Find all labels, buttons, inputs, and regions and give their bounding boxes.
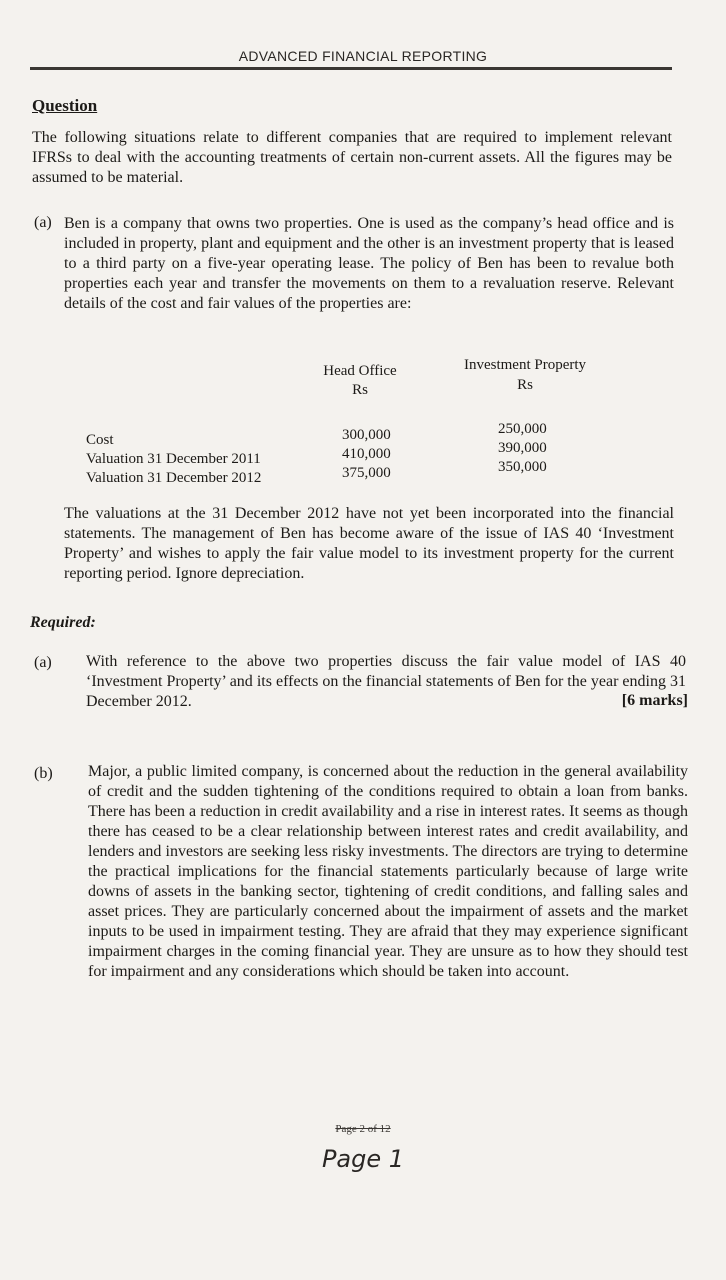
col-investment-unit: Rs [517, 377, 533, 393]
intro-paragraph: The following situations relate to different companies that are required to implement relevant IFRSs to deal with the accounting treatments of certain non-current assets. All the figures may be assumed to be material. [32, 129, 672, 186]
col-investment-header: Investment Property [463, 357, 587, 373]
row-label: Valuation 31 December 2012 [86, 470, 262, 486]
row-label: Valuation 31 December 2011 [86, 451, 261, 467]
req-b-label: (b) [34, 765, 53, 782]
header-rule [30, 67, 672, 70]
printed-page-number: Page 2 of 12 [335, 1123, 391, 1135]
req-a-label: (a) [34, 654, 52, 671]
part-a-text: Ben is a company that owns two properties. One is used as the company’s head office and is included in property, plant and equipment and the other is an investment property that is leased to a third party on a five-year operating lease. The policy of Ben has been to revalue both properties each year and transfer the movements on them to a revaluation reserve. Relevant details of the cost and fair values of the properties are: [64, 215, 674, 312]
head-office-value: 410,000 [342, 446, 391, 462]
req-b-text: Major, a public limited company, is concerned about the reduction in the general availability of credit and the sudden tightening of the conditions required to obtain a loan from banks. There has been a reduction in credit availability and a rise in interest rates. It seems as though there has ceased to be a clear relationship between interest rates and credit availability, and lenders and investors are seeking less risky investments. The directors are trying to determine the practical implications for the financial statements particularly because of large write downs of assets in the banking sector, tightening of credit conditions, and falling sales and asset prices. They are particularly concerned about the impairment of assets and the market inputs to be used in impairment testing. They are afraid that they may experience significant impairment charges in the coming financial year. They are unsure as to how they should test for impairment and any considerations which should be taken into account. [88, 763, 688, 980]
running-header: ADVANCED FINANCIAL REPORTING [238, 48, 488, 64]
col-head-office-header: Head Office [323, 363, 397, 379]
row-label: Cost [86, 432, 114, 448]
part-a-after-text: The valuations at the 31 December 2012 have not yet been incorporated into the financial statements. The management of Ben has become aware of the issue of IAS 40 ‘Investment Property’ and wishes to apply the fair value model to its investment property for the current reporting period. Ignore depreciation. [64, 505, 674, 582]
part-a-label: (a) [34, 214, 52, 231]
head-office-value: 300,000 [342, 427, 391, 443]
head-office-value: 375,000 [342, 465, 391, 481]
handwritten-page-number: Page 1 [321, 1145, 405, 1173]
req-a-text: With reference to the above two properties discuss the fair value model of IAS 40 ‘Investment Property’ and its effects on the financial statements of Ben for the year ending 31 December 2012. [86, 653, 686, 710]
investment-value: 250,000 [498, 421, 547, 437]
investment-value: 350,000 [498, 459, 547, 475]
required-heading: Required: [30, 614, 96, 631]
investment-value: 390,000 [498, 440, 547, 456]
req-a-marks: [6 marks] [621, 692, 688, 709]
col-head-office-unit: Rs [352, 382, 368, 398]
question-heading: Question [32, 96, 98, 115]
